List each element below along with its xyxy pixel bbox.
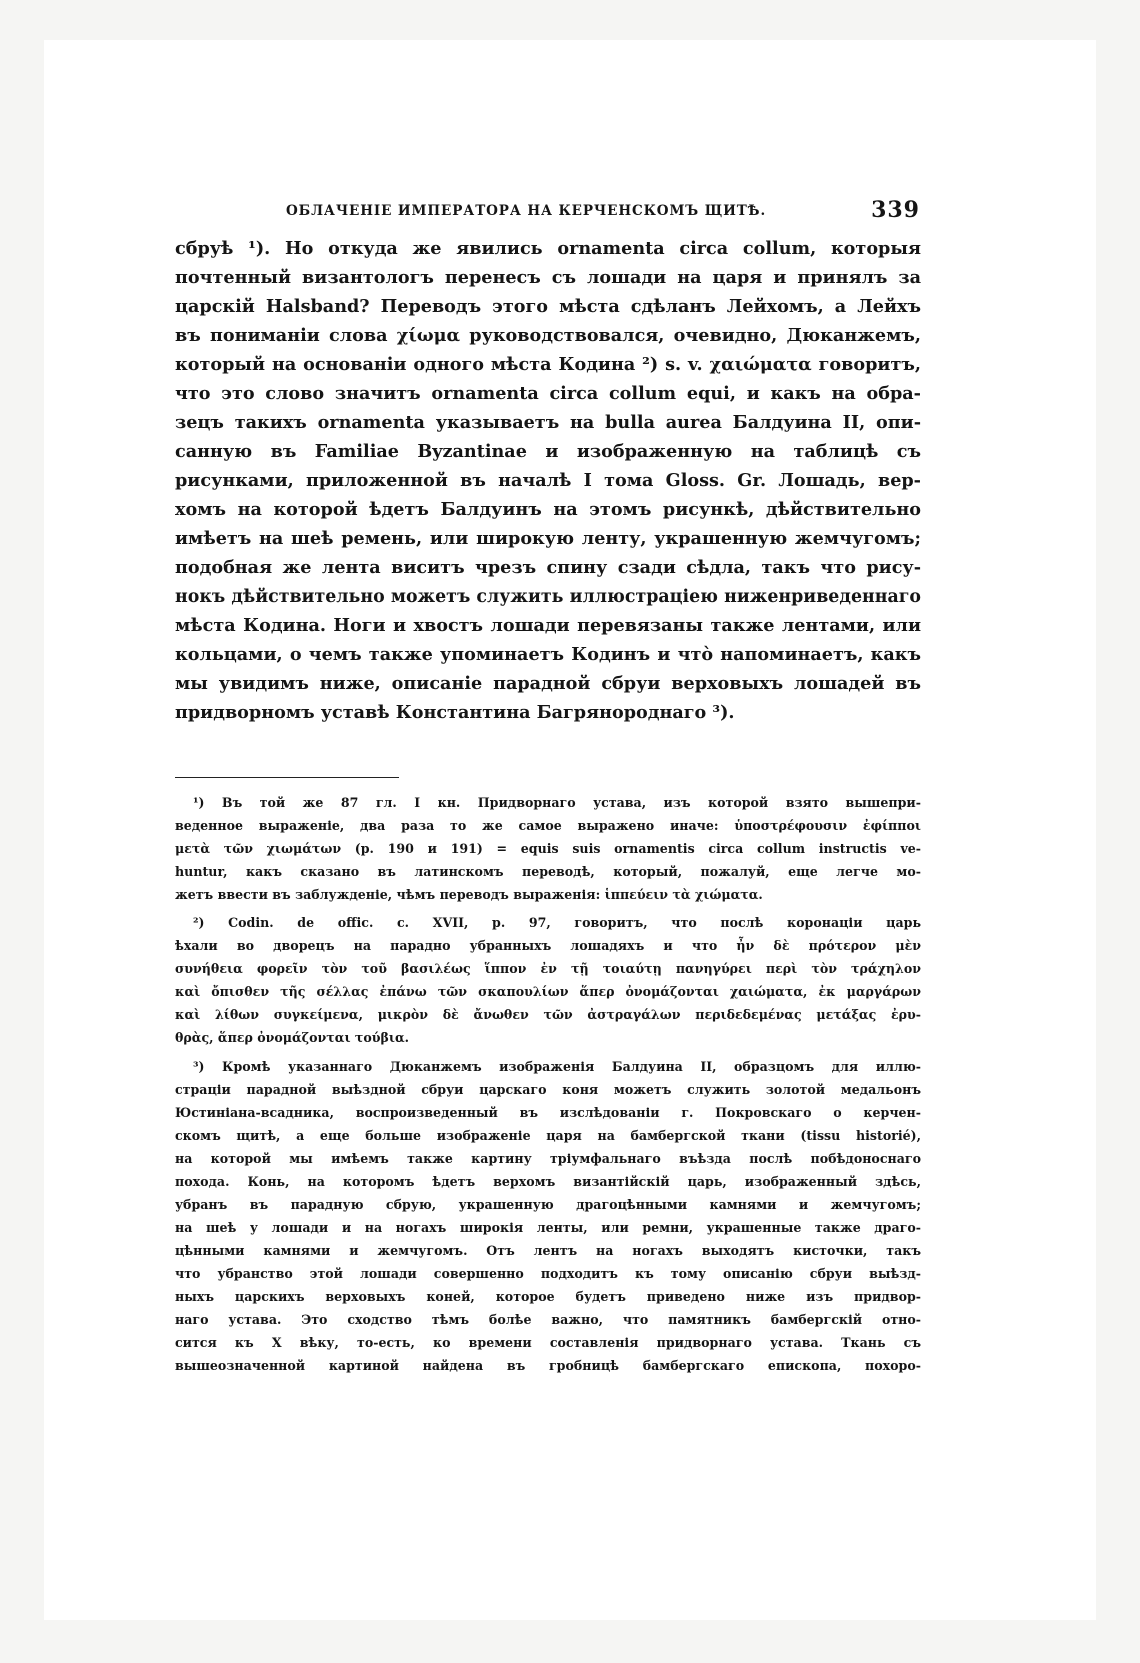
body-line: который на основаніи одного мѣста Кодина ²) s. v. χαιώματα говоритъ, [175,354,921,375]
footnote-line: страціи парадной выѣздной сбруи царскаго коня можетъ служить золотой медальонъ [175,1082,921,1097]
footnote-line: веденное выраженіе, два раза то же самое выражено иначе: ὑποστρέφουσιν ἐφίπποι [175,818,921,833]
footnote-line: θρὰς, ἅπερ ὀνομάζονται τούβια. [175,1030,410,1045]
body-line: придворномъ уставѣ Константина Багрянороднаго ³). [175,702,735,723]
body-line: сбруѣ ¹). Но откуда же явились ornamenta circa collum, которыя [175,238,921,259]
footnote-line: ³) Кромѣ указаннаго Дюканжемъ изображенія Балдуина II, образцомъ для иллю- [193,1059,921,1074]
footnote-rule [175,777,399,778]
footnote-line: убранъ въ парадную сбрую, украшенную драгоцѣнными камнями и жемчугомъ; [175,1197,921,1212]
footnote-line: на шеѣ у лошади и на ногахъ широкія ленты, или ремни, украшенные также драго- [175,1220,921,1235]
footnote-line: ѣхали во дворецъ на парадно убранныхъ лошадяхъ и что ἦν δὲ πρότερον μὲν [175,938,921,953]
body-line: кольцами, о чемъ также упоминаетъ Кодинъ и что̀ напоминаетъ, какъ [175,644,921,665]
footnote-line: μετὰ τῶν χιωμάτων (p. 190 и 191) = equis suis ornamentis circa collum instructis ve- [175,841,921,856]
body-line: санную въ Familiae Byzantinae и изображенную на таблицѣ съ [175,441,921,462]
footnote-line: ²) Codin. de offic. c. XVII, p. 97, говоритъ, что послѣ коронаціи царь [193,915,921,930]
footnote-line: καὶ ὄπισθεν τῆς σέλλας ἐπάνω τῶν σκαπουλίων ἅπερ ὀνομάζονται χαιώματα, ἐκ μαργάρων [175,984,921,999]
body-line: что это слово значитъ ornamenta circa collum equi, и какъ на обра- [175,383,921,404]
running-title: ОБЛАЧЕНІЕ ИМПЕРАТОРА НА КЕРЧЕНСКОМЪ ЩИТѢ. [286,203,767,219]
footnote-line: вышеозначенной картиной найдена въ гробницѣ бамбергскаго епископа, похоро- [175,1358,921,1373]
body-line: нокъ дѣйствительно можетъ служить иллюстраціею ниженриведеннаго [175,587,921,607]
body-line: мѣста Кодина. Ноги и хвостъ лошади перевязаны также лентами, или [175,615,921,636]
footnote-line: συνήθεια φορεῖν τὸν τοῦ βασιλέως ἵππον ἐν τῇ τοιαύτῃ πανηγύρει περὶ τὸν τράχηλον [175,961,921,976]
footnote-line: похода. Конь, на которомъ ѣдетъ верхомъ византійскій царь, изображенный здѣсь, [175,1174,921,1189]
footnote-line: наго устава. Это сходство тѣмъ болѣе важно, что памятникъ бамбергскій отно- [175,1312,921,1327]
body-line: хомъ на которой ѣдетъ Балдуинъ на этомъ рисункѣ, дѣйствительно [175,499,921,520]
footnote-line: жетъ ввести въ заблужденіе, чѣмъ переводъ выраженія: ἱππεύειν τὰ χιώματα. [175,887,763,902]
footnote-line: на которой мы имѣемъ также картину тріумфальнаго въѣзда послѣ побѣдоноснаго [175,1151,921,1166]
page-number: 339 [871,197,920,223]
body-line: зецъ такихъ ornamenta указываетъ на bulla aurea Балдуина II, опи- [175,412,921,433]
footnote-line: ¹) Въ той же 87 гл. I кн. Придворнаго устава, изъ которой взято вышепри- [193,795,921,810]
footnote-line: скомъ щитѣ, а еще больше изображеніе царя на бамбергской ткани (tissu historié), [175,1128,921,1143]
footnote-line: цѣнными камнями и жемчугомъ. Отъ лентъ на ногахъ выходятъ кисточки, такъ [175,1243,921,1258]
body-line: въ пониманіи слова χίωμα руководствовался, очевидно, Дюканжемъ, [175,325,921,346]
footnote-line: huntur, какъ сказано въ латинскомъ переводѣ, который, пожалуй, еще легче мо- [175,864,921,879]
body-line: царскій Halsband? Переводъ этого мѣста сдѣланъ Лейхомъ, а Лейхъ [175,296,921,317]
body-line: мы увидимъ ниже, описаніе парадной сбруи верховыхъ лошадей въ [175,673,921,694]
footnote-line: καὶ λίθων συγκείμενα, μικρὸν δὲ ἄνωθεν τῶν ἀστραγάλων περιδεδεμένας μετάξας ἐρυ- [175,1007,921,1022]
footnote-line: что убранство этой лошади совершенно подходитъ къ тому описанію сбруи выѣзд- [175,1266,921,1281]
footnote-line: Юстиніана-всадника, воспроизведенный въ изслѣдованіи г. Покровскаго о керчен- [175,1105,921,1120]
body-line: рисунками, приложенной въ началѣ I тома Gloss. Gr. Лошадь, вер- [175,470,921,491]
page-header [188,197,920,227]
body-line: подобная же лента виситъ чрезъ спину сзади сѣдла, такъ что рису- [175,557,921,578]
footnote-line: ныхъ царскихъ верховыхъ коней, которое будетъ приведено ниже изъ придвор- [175,1289,921,1304]
footnote-line: сится къ X вѣку, то-есть, ко времени составленія придворнаго устава. Ткань съ [175,1335,921,1350]
body-line: имѣетъ на шеѣ ремень, или широкую ленту, украшенную жемчугомъ; [175,528,921,549]
body-line: почтенный византологъ перенесъ съ лошади на царя и принялъ за [175,267,921,288]
